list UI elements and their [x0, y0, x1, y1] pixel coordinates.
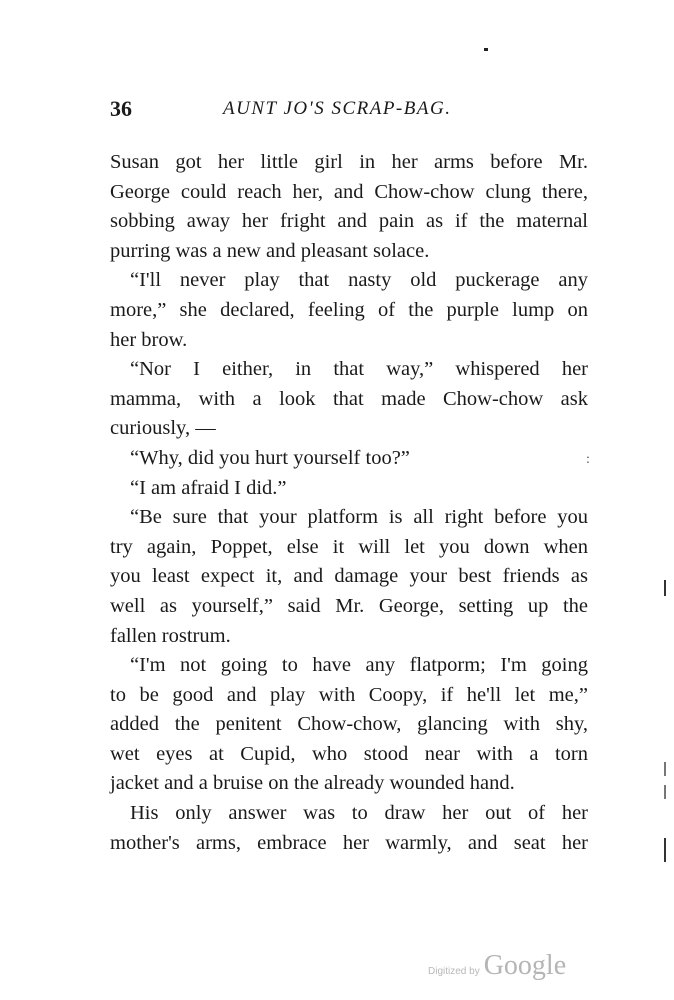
scan-edge-mark: [664, 785, 666, 799]
text-line: sobbing away her fright and pain as if the maternal: [110, 210, 588, 233]
text-line: fallen rostrum.: [110, 624, 231, 647]
scan-colon-mark: :: [586, 452, 590, 467]
text-line: “Why, did you hurt yourself too?”: [130, 446, 410, 469]
text-line: His only answer was to draw her out of her: [130, 802, 588, 825]
text-line: “Nor I either, in that way,” whispered her: [130, 358, 588, 381]
text-line: you least expect it, and damage your best friends as: [110, 565, 588, 588]
text-line: her brow.: [110, 328, 188, 351]
running-title: AUNT JO'S SCRAP-BAG.: [223, 98, 452, 119]
page-number: 36: [110, 96, 132, 121]
text-line: wet eyes at Cupid, who stood near with a torn: [110, 742, 588, 765]
text-line: mamma, with a look that made Chow-chow ask: [110, 387, 588, 410]
text-line: “I'm not going to have any flatporm; I'm going: [130, 654, 588, 677]
text-line: “Be sure that your platform is all right before you: [130, 506, 588, 529]
digitized-by-label: Digitized by: [428, 966, 480, 977]
body-text: [110, 148, 588, 858]
text-line: “I'll never play that nasty old puckerage any: [130, 269, 588, 292]
text-line: try again, Poppet, else it will let you down when: [110, 535, 588, 558]
scan-edge-mark: [664, 838, 666, 862]
text-line: well as yourself,” said Mr. George, setting up the: [110, 594, 588, 617]
scan-speck: [484, 48, 488, 51]
text-line: curiously, —: [110, 417, 216, 440]
text-line: jacket and a bruise on the already wounded hand.: [110, 772, 515, 795]
text-line: Susan got her little girl in her arms before Mr.: [110, 151, 588, 173]
google-watermark: [428, 950, 566, 982]
scan-edge-mark: [664, 762, 666, 776]
text-line: George could reach her, and Chow-chow clung there,: [110, 180, 588, 203]
page-header: [110, 96, 590, 126]
google-logo: Google: [483, 950, 567, 981]
text-line: “I am afraid I did.”: [130, 476, 287, 499]
text-line: purring was a new and pleasant solace.: [110, 239, 430, 262]
text-line: to be good and play with Coopy, if he'll let me,”: [110, 683, 588, 706]
text-line: mother's arms, embrace her warmly, and seat her: [110, 831, 588, 854]
text-line: added the penitent Chow-chow, glancing with shy,: [110, 713, 588, 736]
scan-edge-mark: [664, 580, 666, 596]
text-line: more,” she declared, feeling of the purple lump on: [110, 298, 588, 321]
